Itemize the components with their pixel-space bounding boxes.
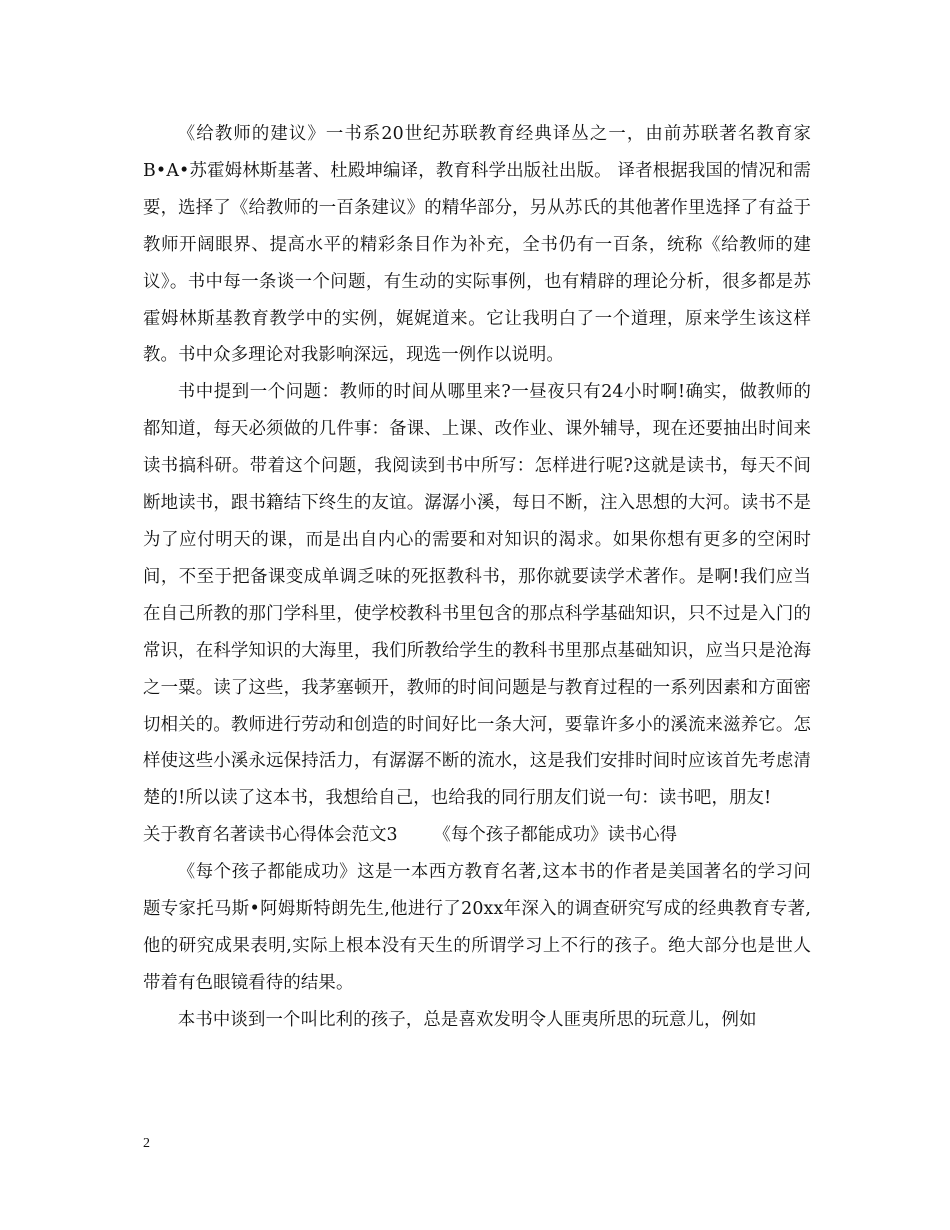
paragraph-teacher-time: 书中提到一个问题：教师的时间从哪里来?一昼夜只有24小时啊!确实，做教师的都知道，每天必须做的几件事：备课、上课、改作业、课外辅导，现在还要抽出时间来读书搞科研。带着这个问题，我阅读到书中所写：怎样进行呢?这就是读书，每天不间断地读书，跟书籍结下终生的友谊。潺潺小溪，每日不断，注入思想的大河。读书不是为了应付明天的课，而是出自内心的需要和对知识的渴求。如果你想有更多的空闲时间，不至于把备课变成单调乏味的死抠教科书，那你就要读学术著作。是啊!我们应当在自己所教的那门学科里，使学校教科书里包含的那点科学基础知识，只不过是入门的常识，在科学知识的大海里，我们所教给学生的教科书里那点基础知识，应当只是沧海之一粟。读了这些，我茅塞顿开，教师的时间问题是与教育过程的一系列因素和方面密切相关的。教师进行劳动和创造的时间好比一条大河，要靠许多小的溪流来滋养它。怎样使这些小溪永远保持活力，有潺潺不断的流水，这是我们安排时间时应该首先考虑清楚的!所以读了这本书，我想给自己，也给我的同行朋友们说一句：读书吧，朋友! — [143, 382, 811, 809]
paragraph-every-child: 《每个孩子都能成功》这是一本西方教育名著,这本书的作者是美国著名的学习问题专家托马斯•阿姆斯特朗先生,他进行了20xx年深入的调查研究写成的经典教育专著,他的研究成果表明,实际上根本没有天生的所谓学习上不行的孩子。绝大部分也是世人带着有色眼镜看待的结果。 — [143, 862, 811, 993]
page-number: 2 — [143, 1136, 150, 1151]
document-body — [143, 116, 811, 1039]
paragraph-billy: 本书中谈到一个叫比利的孩子，总是喜欢发明令人匪夷所思的玩意儿，例如 — [177, 1009, 757, 1030]
section-title: 关于教育名著读书心得体会范文3 — [143, 825, 398, 846]
section-heading — [143, 817, 811, 854]
section-book-title: 《每个孩子都能成功》读书心得 — [433, 825, 678, 846]
paragraph-intro: 《给教师的建议》一书系20世纪苏联教育经典译丛之一，由前苏联著名教育家B•A•苏霍姆林斯基著、杜殿坤编译，教育科学出版社出版。 译者根据我国的情况和需要，选择了《给教师的一百条建议》的精华部分，另从苏氏的其他著作里选择了有益于教师开阔眼界、提高水平的精彩条目作为补充，全书仍有一百条，统称《给教师的建议》。书中每一条谈一个问题，有生动的实际事例，也有精辟的理论分析，很多都是苏霍姆林斯基教育教学中的实例，娓娓道来。它让我明白了一个道理，原来学生该这样教。书中众多理论对我影响深远，现选一例作以说明。 — [143, 124, 811, 366]
